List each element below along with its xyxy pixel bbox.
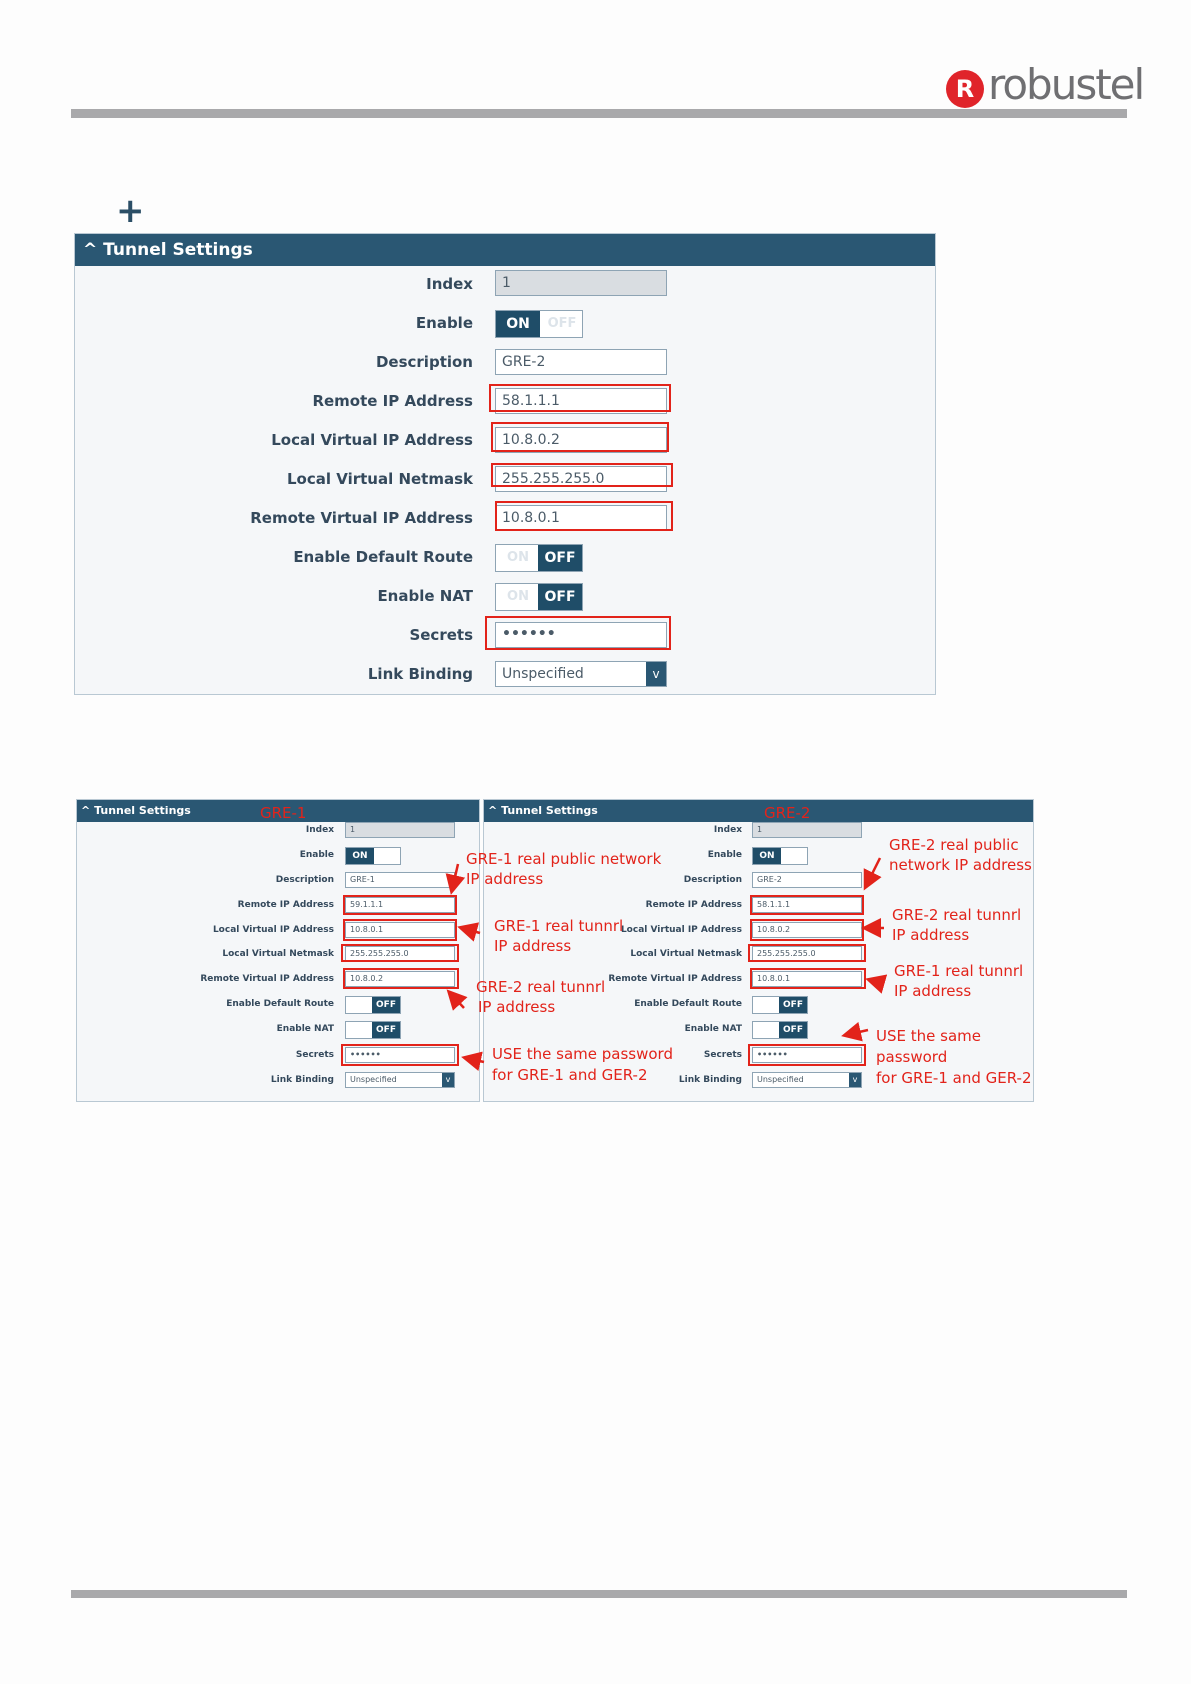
remote-ip-field[interactable]: 59.1.1.1 [345, 897, 455, 913]
remote-vip-field[interactable]: 10.8.0.1 [495, 505, 667, 531]
annotation-password-left-2: for GRE-1 and GER-2 [492, 1066, 648, 1084]
arrow-password-left [466, 1058, 484, 1062]
secrets-field[interactable]: •••••• [495, 622, 667, 648]
label-local-netmask: Local Virtual Netmask [630, 949, 742, 959]
label-default-route: Enable Default Route [226, 999, 334, 1009]
local-vip-field[interactable]: 10.8.0.2 [495, 427, 667, 453]
label-description: Description [275, 875, 334, 885]
label-local-vip: Local Virtual IP Address [271, 431, 473, 449]
label-local-vip: Local Virtual IP Address [620, 925, 742, 935]
label-nat: Enable NAT [684, 1024, 742, 1034]
toggle-off: OFF [538, 545, 582, 571]
label-index: Index [426, 275, 473, 293]
panel-title: Tunnel Settings [94, 804, 191, 817]
annotation-password-right-2: password [876, 1048, 948, 1066]
description-field[interactable]: GRE-2 [752, 872, 862, 888]
description-field[interactable]: GRE-2 [495, 349, 667, 375]
annotation-gre2-tunnel-left-1: GRE-2 real tunnrl [476, 978, 606, 996]
arrow-password-right [846, 1030, 868, 1035]
remote-ip-field[interactable]: 58.1.1.1 [495, 388, 667, 414]
description-field[interactable]: GRE-1 [345, 872, 455, 888]
chevron-down-icon: v [849, 1073, 861, 1087]
label-index: Index [713, 825, 742, 835]
index-field: 1 [752, 822, 862, 838]
label-remote-vip: Remote Virtual IP Address [200, 974, 334, 984]
label-description: Description [683, 875, 742, 885]
label-local-vip: Local Virtual IP Address [212, 925, 334, 935]
toggle-off: OFF [372, 997, 400, 1013]
link-binding-value: Unspecified [502, 666, 584, 682]
label-local-netmask: Local Virtual Netmask [286, 470, 473, 488]
label-secrets: Secrets [295, 1050, 334, 1060]
local-vip-field[interactable]: 10.8.0.1 [345, 922, 455, 938]
remote-ip-field[interactable]: 58.1.1.1 [752, 897, 862, 913]
label-remote-ip: Remote IP Address [237, 900, 334, 910]
annotation-gre1-public-1: GRE-1 real public network [466, 850, 662, 868]
chevron-down-icon: v [442, 1073, 454, 1087]
label-enable: Enable [415, 314, 473, 332]
label-nat: Enable NAT [276, 1024, 334, 1034]
remote-vip-field[interactable]: 10.8.0.2 [345, 971, 455, 987]
plus-icon[interactable]: + [116, 191, 145, 231]
secrets-field[interactable]: •••••• [752, 1047, 862, 1063]
toggle-off-ghost: OFF [547, 316, 577, 331]
label-link-binding: Link Binding [678, 1075, 742, 1085]
toggle-on-ghost: ON [507, 589, 529, 604]
annotation-gre1-tunnel-1: GRE-1 real tunnrl [494, 917, 624, 935]
annotation-gre1-tunnel-right-1: GRE-1 real tunnrl [894, 962, 1024, 980]
chevron-up-icon: ^ [488, 804, 498, 817]
secrets-field[interactable]: •••••• [345, 1047, 455, 1063]
link-binding-value: Unspecified [757, 1075, 804, 1084]
toggle-on-ghost: ON [507, 550, 529, 565]
annotation-gre1-tunnel-right-2: IP address [894, 982, 972, 1000]
annotation-gre2-tunnel-1: GRE-2 real tunnrl [892, 906, 1022, 924]
label-link-binding: Link Binding [367, 665, 473, 683]
annotation-password-right-3: for GRE-1 and GER-2 [876, 1069, 1032, 1087]
link-binding-value: Unspecified [350, 1075, 397, 1084]
annotation-gre1-tunnel-2: IP address [494, 937, 572, 955]
annotation-gre2-tunnel-left-2: IP address [478, 998, 556, 1016]
arrow-gre2-tunnel-left [450, 993, 464, 1008]
annotation-gre2-public-1: GRE-2 real public [889, 836, 1019, 854]
toggle-off: OFF [779, 1022, 807, 1038]
label-secrets: Secrets [703, 1050, 742, 1060]
toggle-on: ON [753, 848, 781, 864]
index-field: 1 [495, 270, 667, 296]
logo-mark: R [946, 70, 984, 108]
label-remote-ip: Remote IP Address [312, 392, 473, 410]
panel-title: Tunnel Settings [501, 804, 598, 817]
label-default-route: Enable Default Route [293, 548, 473, 566]
index-field: 1 [345, 822, 455, 838]
gre2-tag: GRE-2 [764, 804, 811, 822]
logo-text: robustel [988, 60, 1144, 109]
toggle-on: ON [496, 311, 540, 337]
annotation-gre1-public-2: IP address [466, 870, 544, 888]
label-local-netmask: Local Virtual Netmask [222, 949, 334, 959]
toggle-off: OFF [372, 1022, 400, 1038]
chevron-up-icon: ^ [81, 804, 91, 817]
arrow-gre1-public [452, 864, 458, 890]
arrow-gre1-tunnel [462, 928, 480, 933]
toggle-off: OFF [779, 997, 807, 1013]
local-netmask-field[interactable]: 255.255.255.0 [495, 466, 667, 492]
label-remote-vip: Remote Virtual IP Address [608, 974, 742, 984]
local-vip-field[interactable]: 10.8.0.2 [752, 922, 862, 938]
local-netmask-field[interactable]: 255.255.255.0 [752, 946, 862, 962]
local-netmask-field[interactable]: 255.255.255.0 [345, 946, 455, 962]
annotation-gre2-tunnel-2: IP address [892, 926, 970, 944]
annotation-password-right-1: USE the same [876, 1027, 981, 1045]
label-remote-ip: Remote IP Address [645, 900, 742, 910]
label-remote-vip: Remote Virtual IP Address [250, 509, 473, 527]
gre1-tag: GRE-1 [260, 804, 307, 822]
label-enable: Enable [299, 850, 334, 860]
label-secrets: Secrets [409, 626, 473, 644]
label-nat: Enable NAT [377, 587, 473, 605]
arrow-gre2-public [866, 858, 880, 886]
panel-title: Tunnel Settings [103, 240, 253, 260]
label-description: Description [375, 353, 473, 371]
label-default-route: Enable Default Route [634, 999, 742, 1009]
footer-rule [71, 1590, 1127, 1598]
annotation-password-left-1: USE the same password [492, 1045, 673, 1063]
label-enable: Enable [707, 850, 742, 860]
chevron-down-icon: v [646, 662, 666, 686]
label-link-binding: Link Binding [270, 1075, 334, 1085]
annotation-gre2-public-2: network IP address [889, 856, 1032, 874]
toggle-off: OFF [538, 584, 582, 610]
label-index: Index [305, 825, 334, 835]
toggle-on: ON [346, 848, 374, 864]
chevron-up-icon: ^ [83, 240, 98, 260]
arrow-gre1-tunnel-right [870, 980, 884, 984]
remote-vip-field[interactable]: 10.8.0.1 [752, 971, 862, 987]
